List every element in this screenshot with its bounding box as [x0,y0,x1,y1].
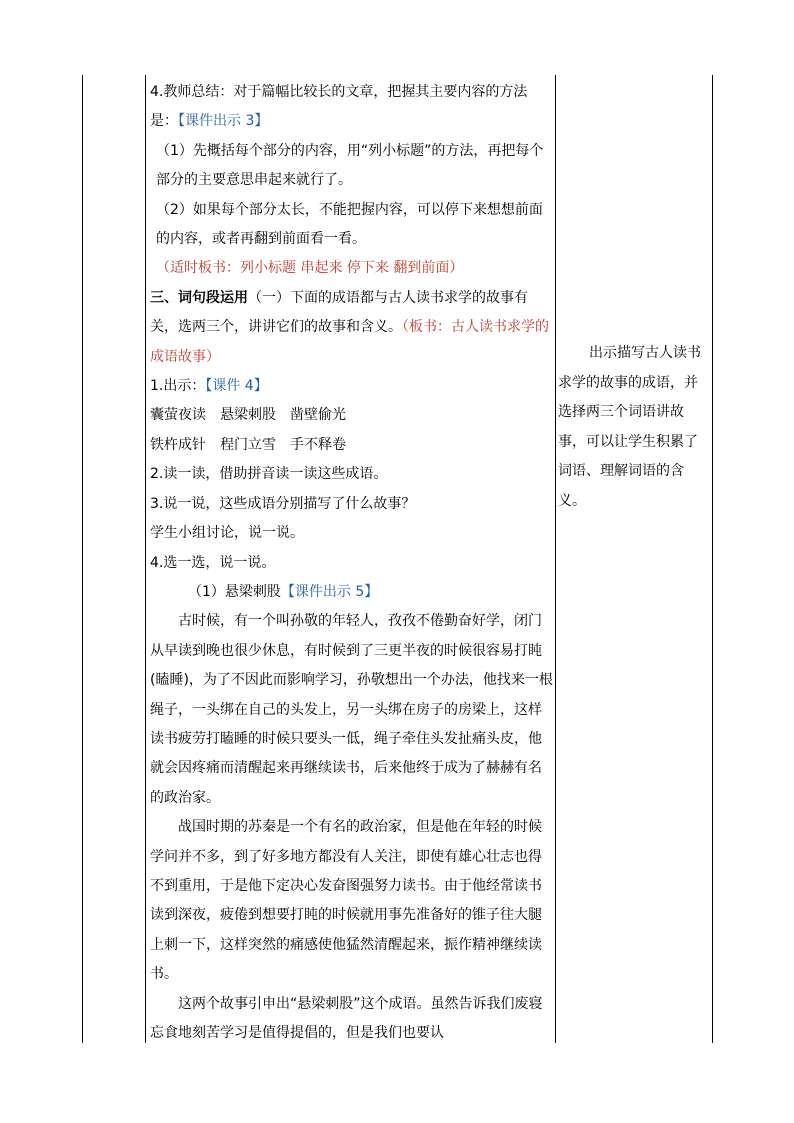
section-task: （一）下面的成语都与古人读书求学的故事有关，选两三个，讲讲它们的故事和含义。 [150,289,528,336]
method-1: （1）先概括每个部分的内容，用“列小标题”的方法，再把每个部分的主要意思串起来就行了。 [156,142,544,189]
idioms-row-1: 囊萤夜读 悬梁刺股 凿壁偷光 [150,407,346,424]
story-paragraph-2: 战国时期的苏秦是一个有名的政治家，但是他在年轻的时候学问并不多，到了好多地方都没有人关注，即使有雄心壮志也得不到重用，于是他下定决心发奋图强努力读书。由于他经常读书读到深夜，疲倦到想要打盹的时候就用事先准备好的锥子往大腿上刺一下，这样突然的痛感使他猛然清醒起来，振作精神继续读书。 [150,819,542,983]
section-three [150,284,554,372]
board-note: （适时板书：列小标题 串起来 停下来 翻到前面） [156,260,464,277]
courseware-badge-5: 【课件出示 5】 [280,583,379,600]
story-paragraph-3: 这两个故事引申出“悬梁刺股”这个成语。虽然告诉我们废寝忘食地刻苦学习是值得提倡的，但是我们也要认 [150,995,543,1041]
design-intent-column [558,339,710,516]
step1-label: 1.出示： [150,378,206,395]
section-board-note: （板书：古人读书求学的成语故事） [150,319,549,365]
step-1 [150,372,554,401]
step-3-activity: 学生小组讨论，说一说。 [150,525,304,542]
table-border-left-outer [82,75,83,1043]
summary-intro: 4.教师总结：对于篇幅比较长的文章，把握其主要内容的方法是： [150,84,528,130]
idioms-row-2: 铁杵成针 程门立雪 手不释卷 [150,436,346,453]
method-2: （2）如果每个部分太长，不能把握内容，可以停下来想想前面的内容，或者再翻到前面看一看。 [156,201,543,248]
courseware-badge-4: 【课件 4】 [205,378,268,395]
table-border-right [712,75,713,1043]
step-3: 3.说一说，这些成语分别描写了什么故事？ [150,495,416,512]
step-2: 2.读一读，借助拼音读一读这些成语。 [150,466,388,483]
step-4: 4.选一选，说一说。 [150,554,276,571]
story-title: （1）悬梁刺股 [188,583,281,600]
section-heading: 三、词句段运用 [150,289,248,306]
design-note: 出示描写古人读书求学的故事的成语，并选择两三个词语讲故事，可以让学生积累了词语、理解词语的含义。 [558,345,701,509]
lesson-process-column [150,78,554,1048]
courseware-badge-3: 【课件出示 3】 [178,113,269,130]
table-border-middle [555,75,556,1043]
table-border-left-inner [145,75,146,1043]
teacher-summary [150,78,554,137]
story-paragraph-1: 古时候，有一个叫孙敬的年轻人，孜孜不倦勤奋好学，闭门从早读到晚也很少休息，有时候到了三更半夜的时候很容易打盹(瞌睡)，为了不因此而影响学习，孙敬想出一个办法，他找来一根绳子，一头绑在自己的头发上，另一头绑在房子的房梁上，这样读书疲劳打瞌睡的时候只要头一低，绳子牵住头发扯痛头皮，他就会因疼痛而清醒起来再继续读书，后来他终于成为了赫赫有名的政治家。 [150,613,553,806]
story-heading [150,578,554,607]
